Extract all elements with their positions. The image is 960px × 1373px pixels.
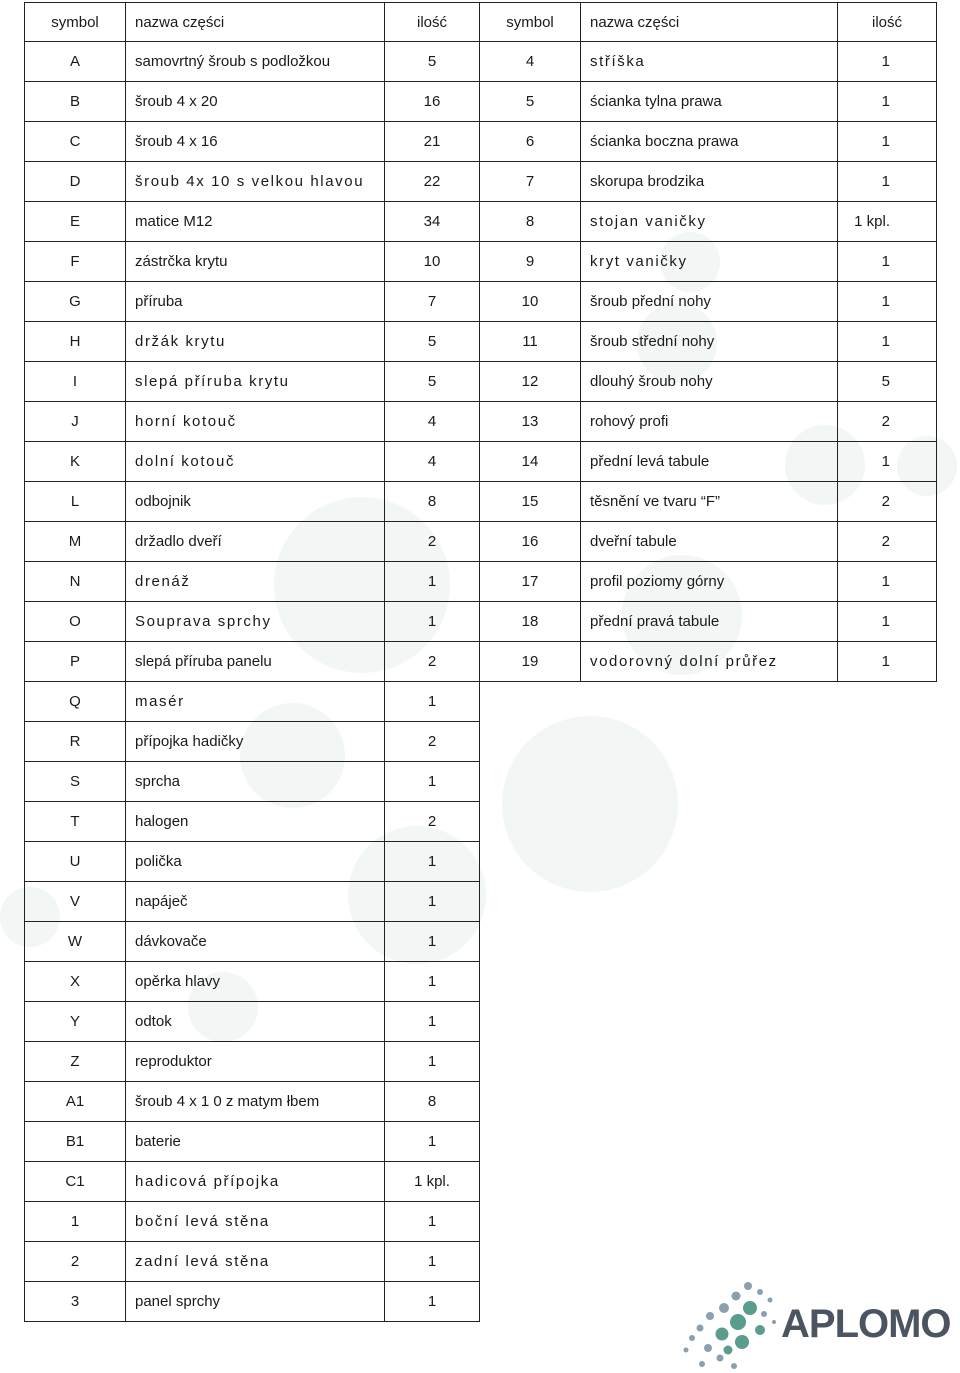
part-qty: 8 <box>385 482 480 522</box>
part-qty: 1 <box>385 762 480 802</box>
logo-text: APLOMO <box>781 1302 951 1346</box>
empty-cell <box>480 842 937 882</box>
table-header-row <box>25 3 937 42</box>
part-qty: 5 <box>385 322 480 362</box>
part-name: opěrka hlavy <box>126 962 385 1002</box>
part-qty: 4 <box>385 402 480 442</box>
part-name-right: kryt vaničky <box>581 242 838 282</box>
part-symbol: R <box>25 722 126 762</box>
empty-cell <box>480 1082 937 1122</box>
part-qty-right: 1 <box>838 442 937 482</box>
part-name: napáječ <box>126 882 385 922</box>
part-name: Souprava sprchy <box>126 602 385 642</box>
part-symbol: G <box>25 282 126 322</box>
part-qty-right: 1 kpl. <box>838 202 937 242</box>
table-row <box>25 1162 937 1202</box>
part-qty: 1 <box>385 842 480 882</box>
part-symbol: Z <box>25 1042 126 1082</box>
part-symbol: U <box>25 842 126 882</box>
part-symbol: 3 <box>25 1282 126 1322</box>
empty-cell <box>480 882 937 922</box>
table-row <box>25 322 937 362</box>
part-symbol-right: 14 <box>480 442 581 482</box>
part-qty: 5 <box>385 42 480 82</box>
part-name: šroub 4x 10 s velkou hlavou <box>126 162 385 202</box>
part-qty-right: 2 <box>838 522 937 562</box>
header-qty-right: ilość <box>838 3 937 42</box>
table-row <box>25 602 937 642</box>
part-name-right: rohový profi <box>581 402 838 442</box>
part-qty-right: 2 <box>838 482 937 522</box>
part-qty: 10 <box>385 242 480 282</box>
table-row <box>25 362 937 402</box>
part-symbol: B1 <box>25 1122 126 1162</box>
empty-cell <box>480 762 937 802</box>
empty-cell <box>480 1042 937 1082</box>
header-symbol: symbol <box>25 3 126 42</box>
part-name-right: skorupa brodzika <box>581 162 838 202</box>
part-qty-right: 1 <box>838 42 937 82</box>
part-name: šroub 4 x 1 0 z matym łbem <box>126 1082 385 1122</box>
part-symbol: S <box>25 762 126 802</box>
part-qty: 4 <box>385 442 480 482</box>
part-symbol: W <box>25 922 126 962</box>
part-symbol: X <box>25 962 126 1002</box>
part-symbol: N <box>25 562 126 602</box>
part-qty-right: 1 <box>838 602 937 642</box>
part-qty-right: 1 <box>838 242 937 282</box>
table-row <box>25 1202 937 1242</box>
table-row <box>25 122 937 162</box>
part-qty: 1 <box>385 602 480 642</box>
table-row <box>25 242 937 282</box>
part-symbol: T <box>25 802 126 842</box>
empty-cell <box>480 722 937 762</box>
part-name: dolní kotouč <box>126 442 385 482</box>
part-symbol-right: 19 <box>480 642 581 682</box>
part-name-right: šroub střední nohy <box>581 322 838 362</box>
table-row <box>25 1082 937 1122</box>
part-qty-right: 1 <box>838 562 937 602</box>
part-qty: 1 kpl. <box>385 1162 480 1202</box>
part-qty: 1 <box>385 1042 480 1082</box>
part-symbol: B <box>25 82 126 122</box>
empty-cell <box>480 1002 937 1042</box>
part-name-right: ścianka tylna prawa <box>581 82 838 122</box>
part-symbol: O <box>25 602 126 642</box>
part-qty-right: 1 <box>838 162 937 202</box>
part-name: masér <box>126 682 385 722</box>
empty-cell <box>480 1162 937 1202</box>
table-row <box>25 482 937 522</box>
part-name-right: ścianka boczna prawa <box>581 122 838 162</box>
part-name: šroub 4 x 20 <box>126 82 385 122</box>
table-row <box>25 1002 937 1042</box>
part-name: slepá příruba panelu <box>126 642 385 682</box>
part-symbol: Q <box>25 682 126 722</box>
part-name: halogen <box>126 802 385 842</box>
part-name: panel sprchy <box>126 1282 385 1322</box>
part-name: šroub 4 x 16 <box>126 122 385 162</box>
part-name: slepá příruba krytu <box>126 362 385 402</box>
part-qty-right: 1 <box>838 82 937 122</box>
part-name-right: vodorovný dolní průřez <box>581 642 838 682</box>
part-qty: 1 <box>385 562 480 602</box>
part-name: baterie <box>126 1122 385 1162</box>
part-symbol: J <box>25 402 126 442</box>
part-qty-right: 1 <box>838 122 937 162</box>
aplomo-logo <box>680 1278 960 1373</box>
header-symbol-right: symbol <box>480 3 581 42</box>
empty-cell <box>480 1242 937 1282</box>
part-qty-right: 1 <box>838 642 937 682</box>
part-name: zadní levá stěna <box>126 1242 385 1282</box>
part-qty: 1 <box>385 922 480 962</box>
header-name-right: nazwa części <box>581 3 838 42</box>
part-symbol-right: 12 <box>480 362 581 402</box>
part-symbol-right: 13 <box>480 402 581 442</box>
table-row <box>25 282 937 322</box>
part-qty: 2 <box>385 722 480 762</box>
part-qty: 1 <box>385 962 480 1002</box>
part-qty-right: 1 <box>838 282 937 322</box>
part-qty: 1 <box>385 1242 480 1282</box>
part-symbol: C1 <box>25 1162 126 1202</box>
part-name-right: šroub přední nohy <box>581 282 838 322</box>
part-symbol-right: 8 <box>480 202 581 242</box>
part-name: držák krytu <box>126 322 385 362</box>
part-name-right: dlouhý šroub nohy <box>581 362 838 402</box>
empty-cell <box>480 682 937 722</box>
part-name-right: těsnění ve tvaru “F” <box>581 482 838 522</box>
part-symbol: A1 <box>25 1082 126 1122</box>
part-qty: 21 <box>385 122 480 162</box>
part-qty: 1 <box>385 1002 480 1042</box>
part-name: příruba <box>126 282 385 322</box>
table-row <box>25 642 937 682</box>
table-row <box>25 82 937 122</box>
part-qty: 5 <box>385 362 480 402</box>
part-name-right: přední pravá tabule <box>581 602 838 642</box>
part-qty: 2 <box>385 642 480 682</box>
part-name: dávkovače <box>126 922 385 962</box>
table-row <box>25 42 937 82</box>
part-qty: 22 <box>385 162 480 202</box>
part-qty: 34 <box>385 202 480 242</box>
table-row <box>25 682 937 722</box>
part-name: hadicová přípojka <box>126 1162 385 1202</box>
empty-cell <box>480 962 937 1002</box>
part-name: matice M12 <box>126 202 385 242</box>
part-name: boční levá stěna <box>126 1202 385 1242</box>
part-name: držadlo dveří <box>126 522 385 562</box>
part-qty: 1 <box>385 1122 480 1162</box>
empty-cell <box>480 802 937 842</box>
part-symbol: D <box>25 162 126 202</box>
table-row <box>25 882 937 922</box>
part-symbol-right: 16 <box>480 522 581 562</box>
part-name-right: stříška <box>581 42 838 82</box>
part-symbol-right: 4 <box>480 42 581 82</box>
part-symbol: A <box>25 42 126 82</box>
header-name: nazwa części <box>126 3 385 42</box>
part-symbol-right: 9 <box>480 242 581 282</box>
table-row <box>25 922 937 962</box>
empty-cell <box>480 1202 937 1242</box>
part-name: odbojnik <box>126 482 385 522</box>
logo-dots-icon <box>680 1278 780 1373</box>
part-name-right: přední levá tabule <box>581 442 838 482</box>
table-row <box>25 1122 937 1162</box>
part-symbol-right: 17 <box>480 562 581 602</box>
table-row <box>25 442 937 482</box>
part-symbol: 1 <box>25 1202 126 1242</box>
part-qty-right: 2 <box>838 402 937 442</box>
part-qty: 7 <box>385 282 480 322</box>
table-row <box>25 762 937 802</box>
table-row <box>25 722 937 762</box>
table-row <box>25 202 937 242</box>
part-symbol-right: 11 <box>480 322 581 362</box>
part-qty: 1 <box>385 1202 480 1242</box>
table-row <box>25 1242 937 1282</box>
part-symbol-right: 5 <box>480 82 581 122</box>
part-qty: 2 <box>385 522 480 562</box>
part-symbol: F <box>25 242 126 282</box>
part-symbol-right: 18 <box>480 602 581 642</box>
part-name: zástrčka krytu <box>126 242 385 282</box>
part-qty: 16 <box>385 82 480 122</box>
part-symbol-right: 6 <box>480 122 581 162</box>
part-symbol: Y <box>25 1002 126 1042</box>
part-name: drenáž <box>126 562 385 602</box>
header-qty: ilość <box>385 3 480 42</box>
table-row <box>25 1042 937 1082</box>
part-name-right: stojan vaničky <box>581 202 838 242</box>
part-symbol-right: 15 <box>480 482 581 522</box>
table-row <box>25 842 937 882</box>
table-row <box>25 562 937 602</box>
part-qty-right: 1 <box>838 322 937 362</box>
part-symbol: E <box>25 202 126 242</box>
parts-table <box>24 2 937 1322</box>
table-row <box>25 962 937 1002</box>
part-qty: 1 <box>385 1282 480 1322</box>
part-name-right: profil poziomy górny <box>581 562 838 602</box>
table-row <box>25 522 937 562</box>
part-qty: 8 <box>385 1082 480 1122</box>
part-symbol-right: 7 <box>480 162 581 202</box>
part-symbol-right: 10 <box>480 282 581 322</box>
part-qty: 1 <box>385 882 480 922</box>
part-qty-right: 5 <box>838 362 937 402</box>
part-qty: 1 <box>385 682 480 722</box>
part-name: reproduktor <box>126 1042 385 1082</box>
part-symbol: M <box>25 522 126 562</box>
part-symbol: I <box>25 362 126 402</box>
table-row <box>25 402 937 442</box>
table-row <box>25 802 937 842</box>
part-symbol: H <box>25 322 126 362</box>
part-name: přípojka hadičky <box>126 722 385 762</box>
part-qty: 2 <box>385 802 480 842</box>
part-symbol: K <box>25 442 126 482</box>
part-name-right: dveřní tabule <box>581 522 838 562</box>
empty-cell <box>480 1122 937 1162</box>
empty-cell <box>480 922 937 962</box>
table-row <box>25 162 937 202</box>
part-symbol: V <box>25 882 126 922</box>
part-name: horní kotouč <box>126 402 385 442</box>
part-name: sprcha <box>126 762 385 802</box>
part-name: polička <box>126 842 385 882</box>
part-symbol: L <box>25 482 126 522</box>
part-symbol: P <box>25 642 126 682</box>
part-name: samovrtný šroub s podložkou <box>126 42 385 82</box>
part-symbol: 2 <box>25 1242 126 1282</box>
part-symbol: C <box>25 122 126 162</box>
part-name: odtok <box>126 1002 385 1042</box>
